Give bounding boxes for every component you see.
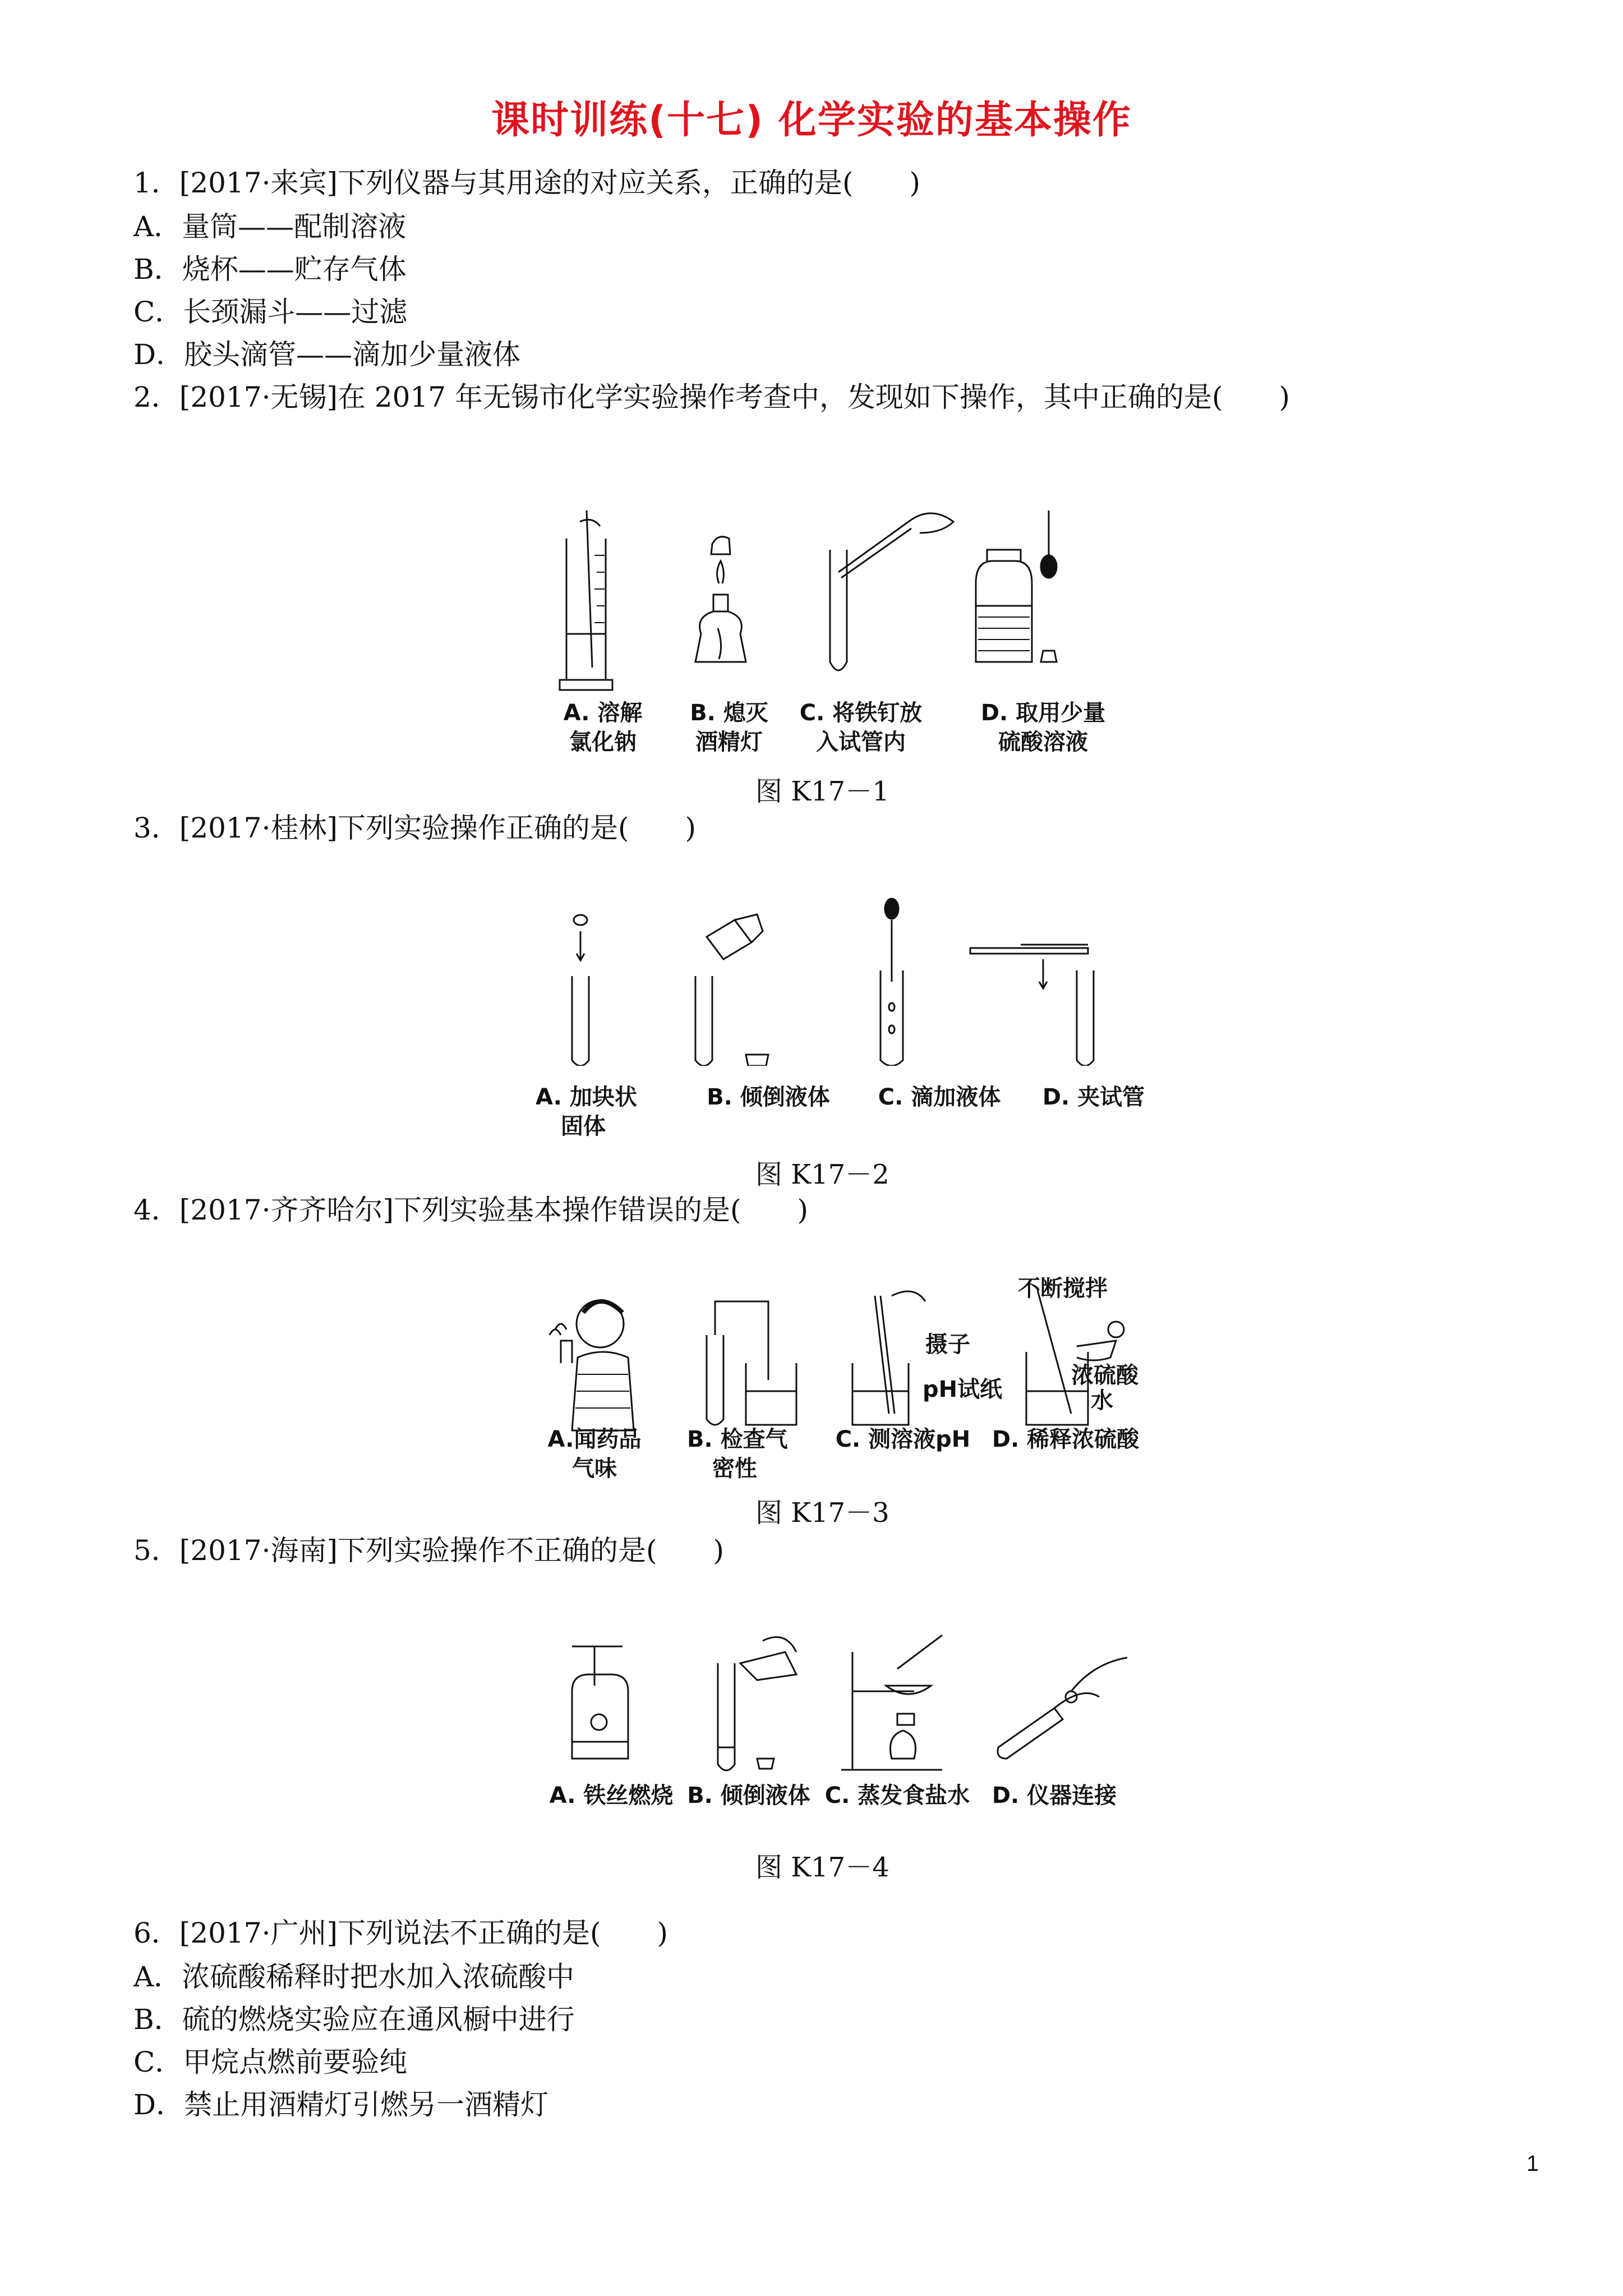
question-6-option-c: C．甲烷点燃前要验纯	[133, 2046, 408, 2078]
figure-label-k17-1: 图 K17－1	[755, 776, 889, 807]
q4-annotation-stir: 不断搅拌	[1018, 1276, 1108, 1301]
reagent-bottle-dropper-illustration	[976, 510, 1057, 662]
q5-caption-c: C. 蒸发食盐水	[824, 1783, 970, 1809]
evaporation-illustration	[841, 1635, 942, 1770]
smell-chemical-illustration	[550, 1300, 634, 1430]
measuring-cylinder-illustration	[560, 510, 612, 690]
test-tube-solid-illustration	[572, 915, 589, 1066]
q4-annotation-water: 水	[1091, 1388, 1113, 1414]
iron-wire-burning-illustration	[572, 1646, 628, 1759]
question-4-stem: 4．[2017·齐齐哈尔]下列实验基本操作错误的是( )	[133, 1194, 808, 1226]
figure-k17-2	[538, 898, 1133, 1066]
question-6-option-a: A．浓硫酸稀释时把水加入浓硫酸中	[133, 1961, 575, 1993]
q5-caption-a: A. 铁丝燃烧	[549, 1783, 674, 1809]
q4-caption-a-2: 气味	[572, 1456, 617, 1481]
pour-liquid-illustration	[695, 914, 768, 1066]
question-1-stem: 1．[2017·来宾]下列仪器与其用途的对应关系，正确的是( )	[133, 167, 920, 199]
q3-caption-a-2: 固体	[561, 1114, 606, 1139]
connect-apparatus-illustration	[998, 1658, 1127, 1759]
test-tube-nail-illustration	[830, 513, 953, 670]
figure-k17-3	[538, 1279, 1155, 1436]
q2-caption-a-1: A. 溶解	[563, 700, 643, 726]
question-3-stem: 3．[2017·桂林]下列实验操作正确的是( )	[133, 812, 696, 844]
question-6-option-b: B．硫的燃烧实验应在通风橱中进行	[133, 2003, 575, 2036]
q3-caption-a-1: A. 加块状	[536, 1084, 637, 1110]
question-6-option-d: D．禁止用酒精灯引燃另一酒精灯	[133, 2088, 549, 2121]
airtightness-check-illustration	[707, 1301, 796, 1425]
q2-caption-a-2: 氯化钠	[569, 729, 637, 755]
q3-caption-b: B. 倾倒液体	[707, 1084, 830, 1110]
question-1-option-b: B．烧杯——贮存气体	[133, 253, 407, 286]
tube-holder-illustration	[970, 945, 1094, 1066]
figure-label-k17-3: 图 K17－3	[755, 1497, 889, 1529]
q4-caption-d: D. 稀释浓硫酸	[992, 1427, 1140, 1452]
q2-caption-b-1: B. 熄灭	[690, 700, 768, 726]
pour-liquid-tube-illustration	[718, 1637, 796, 1770]
figure-label-k17-4: 图 K17－4	[755, 1852, 889, 1883]
q2-caption-c-1: C. 将铁钉放	[799, 700, 923, 726]
question-5-stem: 5．[2017·海南]下列实验操作不正确的是( )	[133, 1534, 724, 1567]
question-1-option-a: A．量筒——配制溶液	[133, 210, 407, 243]
q2-caption-d-2: 硫酸溶液	[998, 729, 1088, 755]
figure-label-k17-2: 图 K17－2	[755, 1159, 889, 1190]
q2-caption-c-2: 入试管内	[816, 729, 906, 755]
question-1-option-c: C．长颈漏斗——过滤	[133, 296, 408, 328]
q4-annotation-tweezers: 摄子	[925, 1332, 970, 1358]
q3-caption-c: C. 滴加液体	[878, 1084, 1001, 1110]
q4-annotation-ph-paper: pH试纸	[923, 1377, 1003, 1402]
measure-ph-illustration	[852, 1291, 925, 1425]
q5-caption-d: D. 仪器连接	[992, 1783, 1117, 1809]
q4-caption-b-1: B. 检查气	[687, 1427, 788, 1452]
q4-annotation-acid: 浓硫酸	[1071, 1363, 1138, 1388]
figure-k17-1	[555, 499, 1172, 701]
q4-caption-a-1: A.闻药品	[547, 1427, 642, 1452]
q4-caption-b-2: 密性	[712, 1456, 757, 1481]
q2-caption-d-1: D. 取用少量	[980, 700, 1106, 726]
q5-caption-b: B. 倾倒液体	[687, 1783, 810, 1809]
question-1-option-d: D．胶头滴管——滴加少量液体	[133, 338, 521, 371]
drop-liquid-illustration	[880, 899, 903, 1066]
figure-k17-4	[561, 1630, 1155, 1787]
q3-caption-d: D. 夹试管	[1042, 1084, 1145, 1110]
alcohol-lamp-illustration	[695, 537, 746, 662]
page-title: 课时训练(十七) 化学实验的基本操作	[491, 98, 1132, 142]
question-2-stem: 2．[2017·无锡]在 2017 年无锡市化学实验操作考查中，发现如下操作，其中正确的是( )	[133, 381, 1290, 413]
q4-caption-c: C. 测溶液pH	[835, 1427, 971, 1452]
page-number: 1	[1526, 2151, 1539, 2176]
question-6-stem: 6．[2017·广州]下列说法不正确的是( )	[133, 1917, 668, 1949]
q2-caption-b-2: 酒精灯	[695, 729, 763, 755]
